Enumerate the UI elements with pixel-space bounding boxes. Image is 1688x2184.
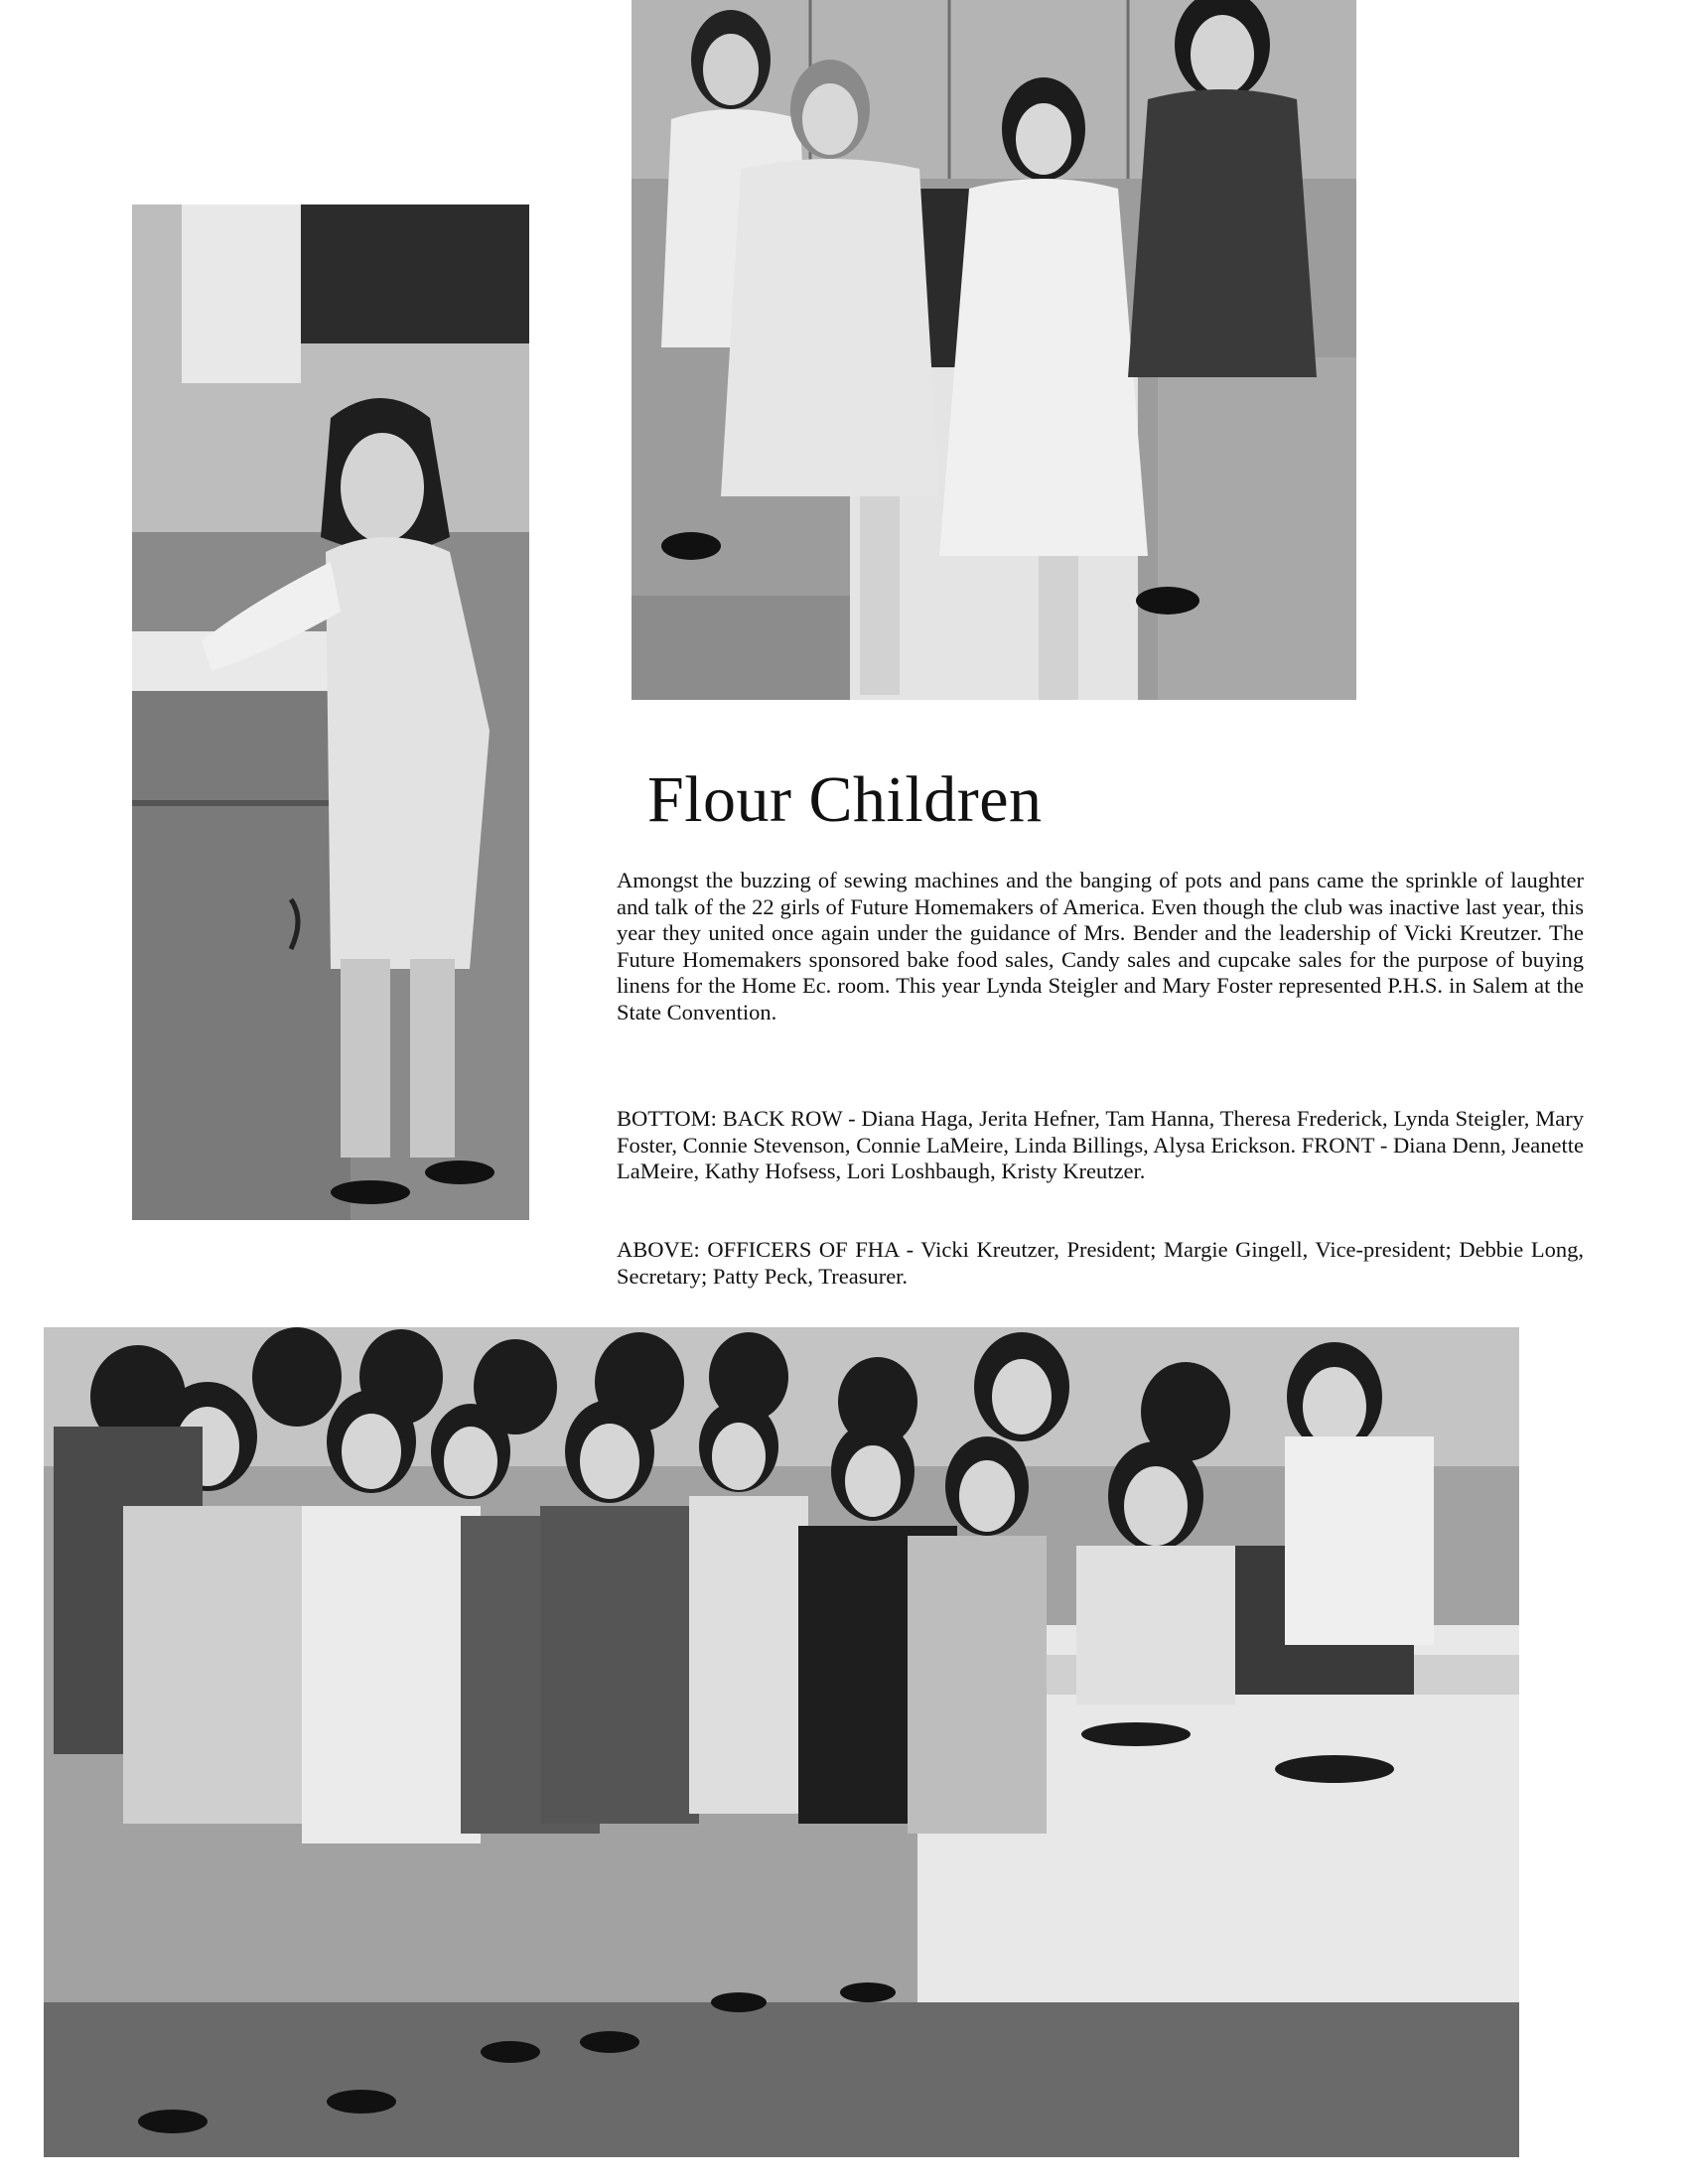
above-photo-caption: ABOVE: OFFICERS OF FHA - Vicki Kreutzer, President; Margie Gingell, Vice-president; Debbie Long, Secretary; Patty Peck, Treasurer. <box>617 1237 1584 1289</box>
officers-illustration <box>632 0 1356 700</box>
bottom-photo-caption: BOTTOM: BACK ROW - Diana Haga, Jerita Hefner, Tam Hanna, Theresa Frederick, Lynda Steigler, Mary Foster, Connie Stevenson, Connie LaMeire, Linda Billings, Alysa Erickson. FRONT - Diana Denn, Jeanette LaMeire, Kathy Hofsess, Lori Loshbaugh, Kristy Kreutzer. <box>617 1106 1584 1184</box>
article-title: Flour Children <box>647 763 1043 836</box>
photo-fha-officers <box>632 0 1356 700</box>
group-illustration <box>44 1327 1519 2157</box>
girl-at-sink-illustration <box>132 205 529 1220</box>
photo-fha-group <box>44 1327 1519 2157</box>
article-intro: Amongst the buzzing of sewing machines and the banging of pots and pans came the sprinkle of laughter and talk of the 22 girls of Future Homemakers of America. Even though the club was inactive last year, this year they united once again under the guidance of Mrs. Bender and the leadership of Vicki Kreutzer. The Future Homemakers sponsored bake food sales, Candy sales and cupcake sales for the purpose of buying linens for the Home Ec. room. This year Lynda Steigler and Mary Foster represented P.H.S. in Salem at the State Convention. <box>617 868 1584 1024</box>
photo-girl-at-sink <box>132 205 529 1220</box>
